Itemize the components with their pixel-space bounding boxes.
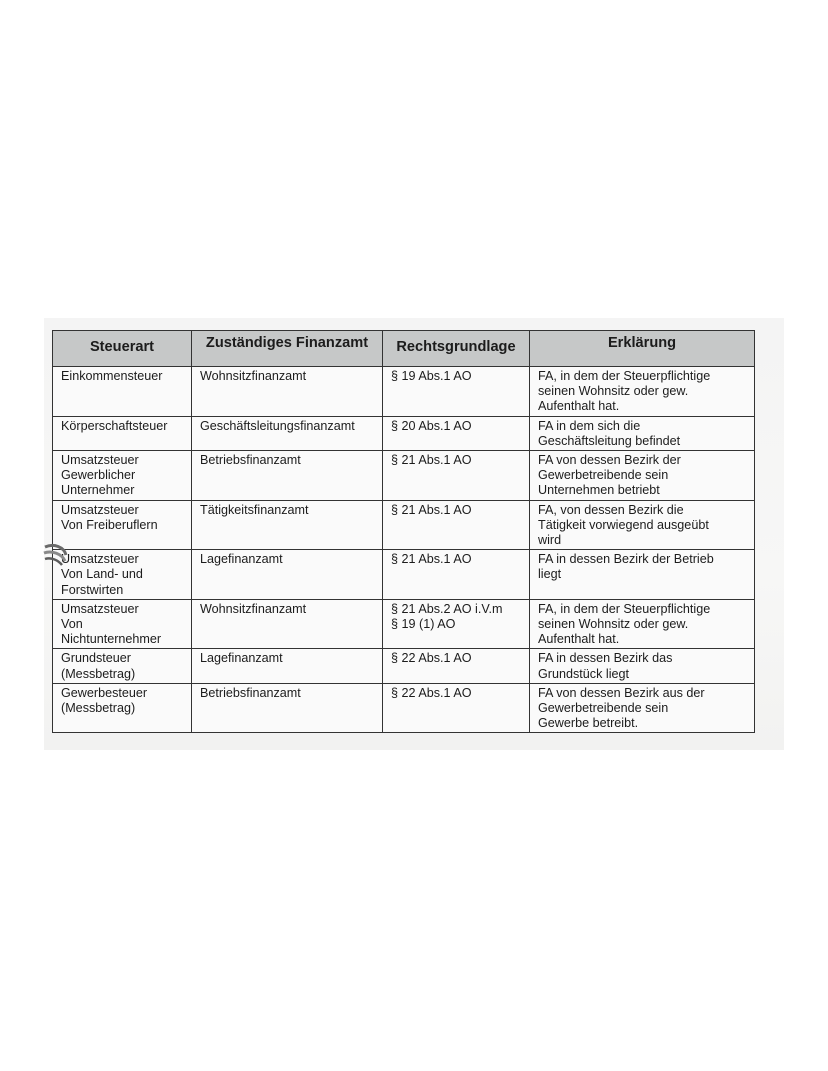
cell-line: (Messbetrag) bbox=[61, 666, 136, 681]
cell-rechtsgrundlage bbox=[383, 550, 530, 600]
cell-line: Umsatzsteuer bbox=[61, 552, 139, 567]
cell-erklaerung bbox=[530, 416, 755, 450]
cell-line: Von bbox=[61, 617, 83, 632]
cell-line: FA von dessen Bezirk aus der bbox=[538, 685, 705, 700]
cell-line: Umsatzsteuer bbox=[61, 453, 139, 468]
cell-line: Unternehmen betriebt bbox=[538, 483, 660, 498]
tax-office-table bbox=[52, 330, 755, 733]
cell-erklaerung bbox=[530, 451, 755, 501]
cell-line: Gewerbetreibende sein bbox=[538, 701, 669, 716]
table-row bbox=[53, 683, 755, 733]
cell-line: § 20 Abs.1 AO bbox=[391, 418, 472, 433]
cell-erklaerung bbox=[530, 500, 755, 550]
cell-rechtsgrundlage bbox=[383, 451, 530, 501]
cell-line: Von Land- und bbox=[61, 567, 143, 582]
cell-line: Umsatzsteuer bbox=[61, 601, 139, 616]
cell-line: FA in dem sich die bbox=[538, 418, 641, 433]
cell-line: seinen Wohnsitz oder gew. bbox=[538, 384, 689, 399]
cell-line: FA, in dem der Steuerpflichtige bbox=[538, 601, 711, 616]
cell-line: Gewerbe betreibt. bbox=[538, 716, 639, 731]
cell-erklaerung bbox=[530, 683, 755, 733]
cell-line: FA, von dessen Bezirk die bbox=[538, 502, 684, 517]
cell-rechtsgrundlage bbox=[383, 649, 530, 683]
cell-line: Gewerbetreibende sein bbox=[538, 468, 669, 483]
cell-erklaerung bbox=[530, 599, 755, 649]
cell-erklaerung bbox=[530, 649, 755, 683]
cell-line: FA von dessen Bezirk der bbox=[538, 453, 681, 468]
cell-line: § 21 Abs.1 AO bbox=[391, 552, 472, 567]
cell-line: Gewerblicher bbox=[61, 468, 136, 483]
cell-line: Unternehmer bbox=[61, 483, 135, 498]
cell-rechtsgrundlage bbox=[383, 599, 530, 649]
table-row bbox=[53, 649, 755, 683]
cell-rechtsgrundlage bbox=[383, 683, 530, 733]
table-row bbox=[53, 550, 755, 600]
cell-steuerart bbox=[53, 451, 192, 501]
cell-erklaerung bbox=[530, 367, 755, 417]
cell-line: FA in dessen Bezirk das bbox=[538, 651, 673, 666]
cell-rechtsgrundlage bbox=[383, 416, 530, 450]
cell-line: wird bbox=[538, 533, 562, 548]
cell-line: Nichtunternehmer bbox=[61, 632, 162, 647]
table-row bbox=[53, 451, 755, 501]
cell-line: FA in dessen Bezirk der Betrieb bbox=[538, 552, 714, 567]
cell-steuerart bbox=[53, 599, 192, 649]
cell-finanzamt: Tätigkeitsfinanzamt bbox=[192, 500, 383, 550]
cell-steuerart bbox=[53, 649, 192, 683]
cell-finanzamt: Lagefinanzamt bbox=[192, 649, 383, 683]
cell-line: Aufenthalt hat. bbox=[538, 399, 620, 414]
cell-finanzamt: Betriebsfinanzamt bbox=[192, 451, 383, 501]
cell-finanzamt: Lagefinanzamt bbox=[192, 550, 383, 600]
cell-line: Umsatzsteuer bbox=[61, 502, 139, 517]
cell-finanzamt: Geschäftsleitungsfinanzamt bbox=[192, 416, 383, 450]
cell-steuerart bbox=[53, 550, 192, 600]
header-finanzamt: Zuständiges Finanzamt bbox=[192, 331, 383, 367]
cell-finanzamt: Wohnsitzfinanzamt bbox=[192, 599, 383, 649]
cell-rechtsgrundlage bbox=[383, 367, 530, 417]
binder-ring-icon bbox=[42, 543, 68, 567]
cell-line: Aufenthalt hat. bbox=[538, 632, 620, 647]
table-row bbox=[53, 500, 755, 550]
cell-line: Körperschaftsteuer bbox=[61, 418, 168, 433]
header-rechtsgrundlage: Rechtsgrundlage bbox=[383, 331, 530, 367]
cell-line: § 19 (1) AO bbox=[391, 617, 456, 632]
cell-steuerart bbox=[53, 367, 192, 417]
cell-line: liegt bbox=[538, 567, 562, 582]
cell-line: Von Freiberuflern bbox=[61, 517, 158, 532]
cell-line: § 22 Abs.1 AO bbox=[391, 651, 472, 666]
cell-steuerart bbox=[53, 416, 192, 450]
cell-line: Tätigkeit vorwiegend ausgeübt bbox=[538, 517, 709, 532]
cell-steuerart bbox=[53, 500, 192, 550]
cell-line: Grundstück liegt bbox=[538, 666, 629, 681]
cell-line: Grundsteuer bbox=[61, 651, 132, 666]
cell-line: Einkommensteuer bbox=[61, 369, 163, 383]
cell-line: § 19 Abs.1 AO bbox=[391, 369, 472, 383]
cell-finanzamt: Betriebsfinanzamt bbox=[192, 683, 383, 733]
table-row bbox=[53, 599, 755, 649]
table-row bbox=[53, 367, 755, 417]
table-row bbox=[53, 416, 755, 450]
cell-line: § 21 Abs.1 AO bbox=[391, 502, 472, 517]
header-steuerart: Steuerart bbox=[53, 331, 192, 367]
cell-line: FA, in dem der Steuerpflichtige bbox=[538, 369, 711, 383]
cell-line: § 22 Abs.1 AO bbox=[391, 685, 472, 700]
header-row bbox=[53, 331, 755, 367]
cell-line: Forstwirten bbox=[61, 582, 124, 597]
cell-line: § 21 Abs.2 AO i.V.m bbox=[391, 601, 503, 616]
cell-line: Gewerbesteuer bbox=[61, 685, 148, 700]
cell-line: Geschäftsleitung befindet bbox=[538, 433, 681, 448]
cell-line: seinen Wohnsitz oder gew. bbox=[538, 617, 689, 632]
cell-finanzamt: Wohnsitzfinanzamt bbox=[192, 367, 383, 417]
cell-erklaerung bbox=[530, 550, 755, 600]
cell-rechtsgrundlage bbox=[383, 500, 530, 550]
header-erklaerung: Erklärung bbox=[530, 331, 755, 367]
cell-line: (Messbetrag) bbox=[61, 701, 136, 716]
cell-steuerart bbox=[53, 683, 192, 733]
cell-line: § 21 Abs.1 AO bbox=[391, 453, 472, 468]
